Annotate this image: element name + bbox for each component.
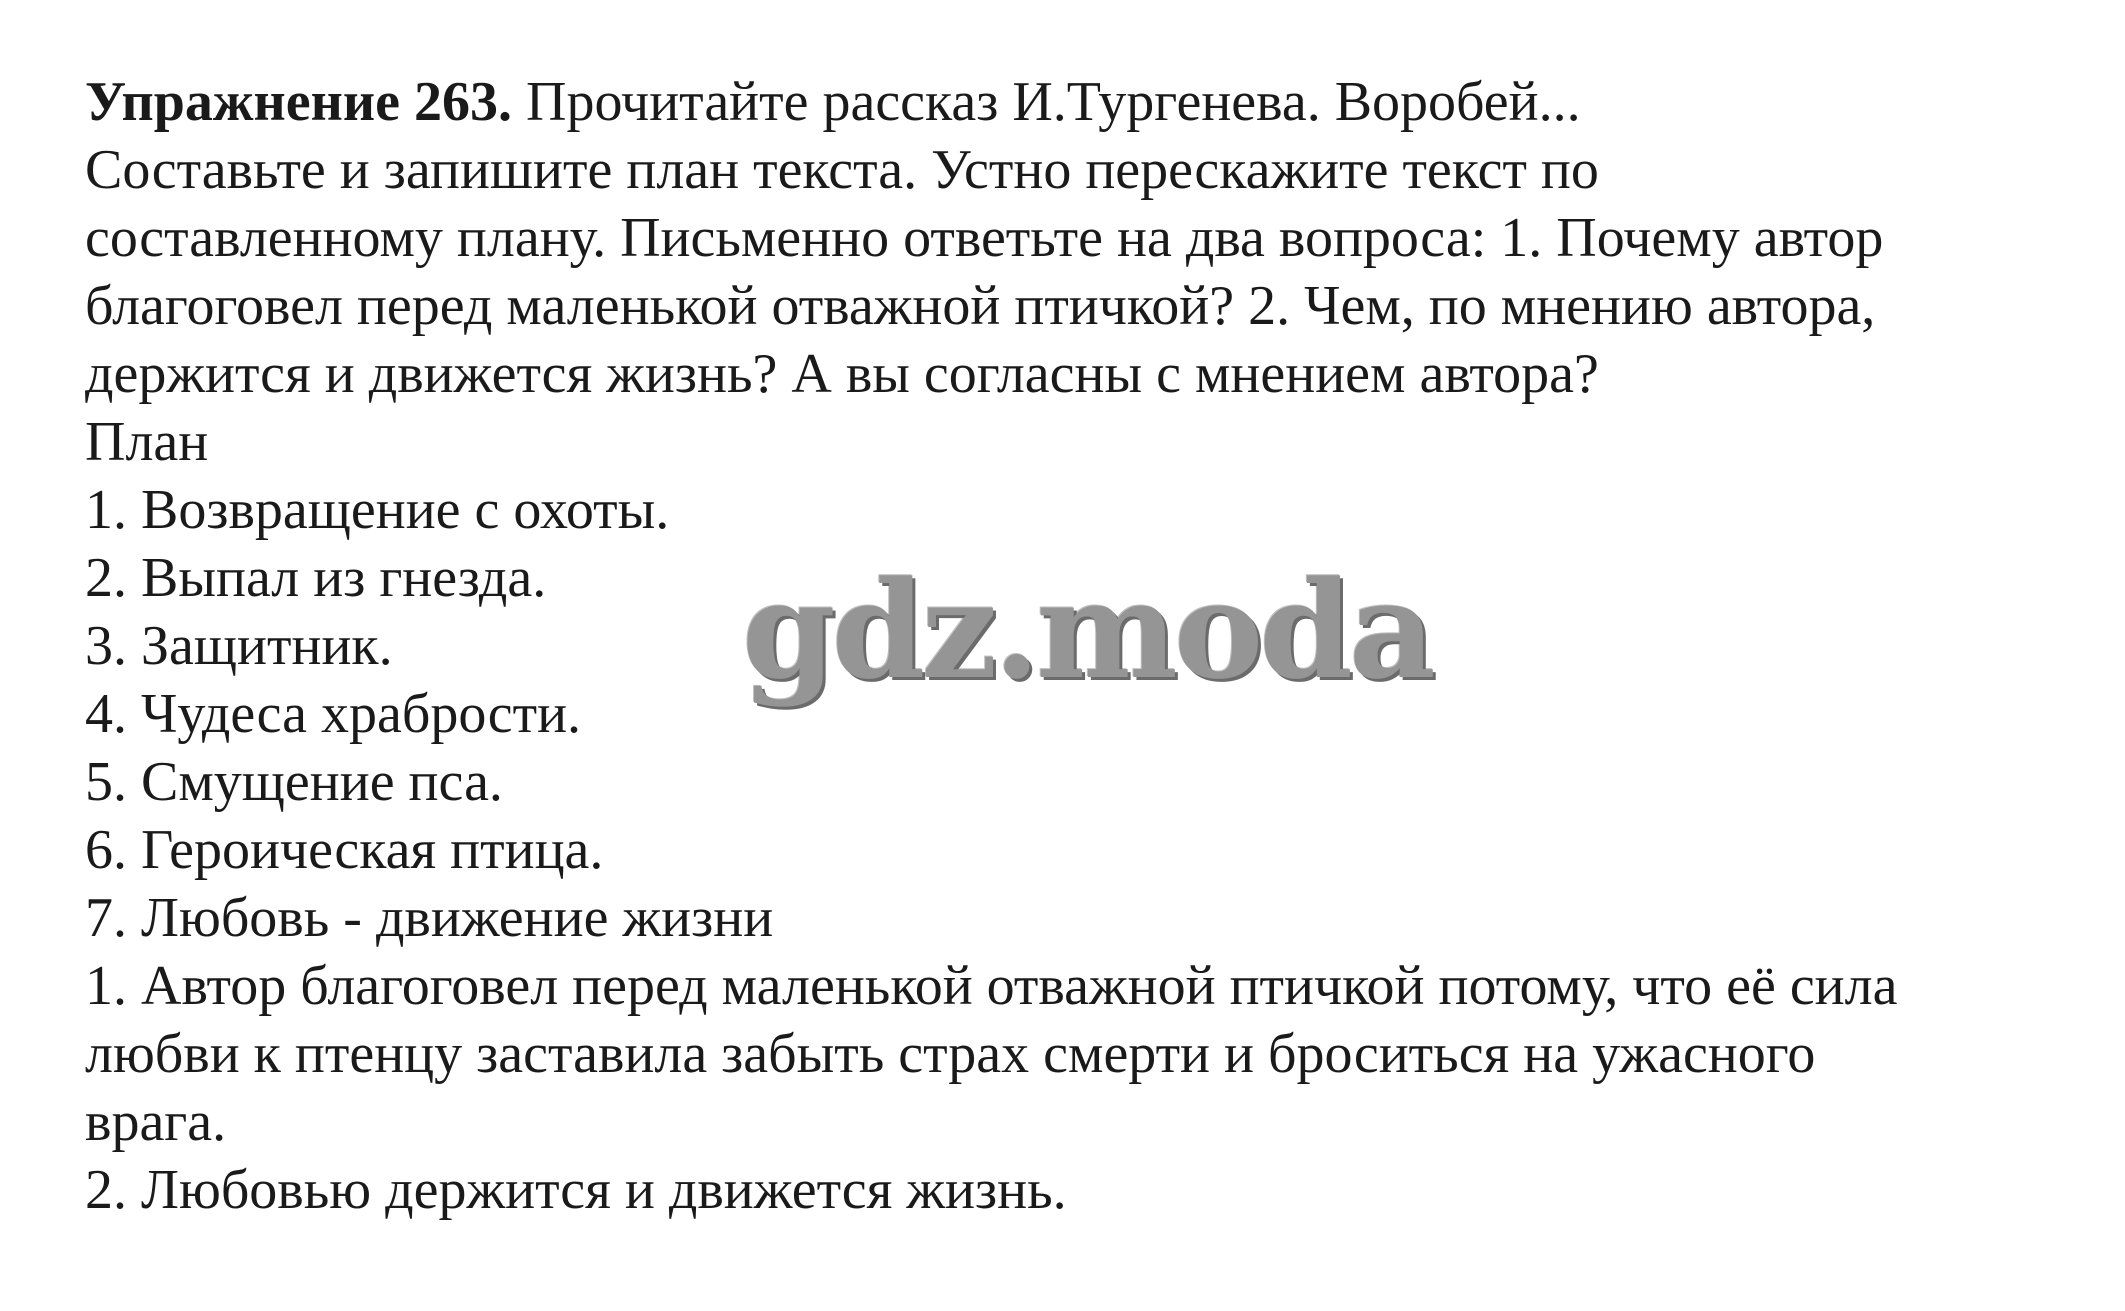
plan-item: 4. Чудеса храбрости.: [85, 683, 582, 745]
task-line: держится и движется жизнь? А вы согласны с мнением автора?: [85, 343, 1599, 405]
task-line: Составьте и запишите план текста. Устно перескажите текст по: [85, 139, 1599, 201]
exercise-number: Упражнение 263.: [85, 71, 513, 133]
answer-line: 1. Автор благоговел перед маленькой отважной птичкой потому, что её сила: [85, 955, 1898, 1017]
plan-item: 5. Смущение пса.: [85, 751, 503, 813]
answer-line: 2. Любовью держится и движется жизнь.: [85, 1159, 1067, 1221]
plan-item: 1. Возвращение с охоты.: [85, 479, 670, 541]
watermark-logo: gdz.moda: [742, 551, 1432, 709]
exercise-title-rest: Прочитайте рассказ И.Тургенева. Воробей...: [512, 71, 1581, 133]
plan-item: 2. Выпал из гнезда.: [85, 547, 547, 609]
task-line: благоговел перед маленькой отважной птичкой? 2. Чем, по мнению автора,: [85, 275, 1876, 337]
answer-line: врага.: [85, 1091, 227, 1153]
plan-item: 7. Любовь - движение жизни: [85, 887, 774, 949]
exercise-title-line: [85, 68, 2065, 136]
plan-item: 3. Защитник.: [85, 615, 393, 677]
plan-item: 6. Героическая птица.: [85, 819, 604, 881]
answer-line: любви к птенцу заставила забыть страх смерти и броситься на ужасного: [85, 1023, 1816, 1085]
task-line: составленному плану. Письменно ответьте на два вопроса: 1. Почему автор: [85, 207, 1884, 269]
plan-heading: План: [85, 411, 209, 473]
